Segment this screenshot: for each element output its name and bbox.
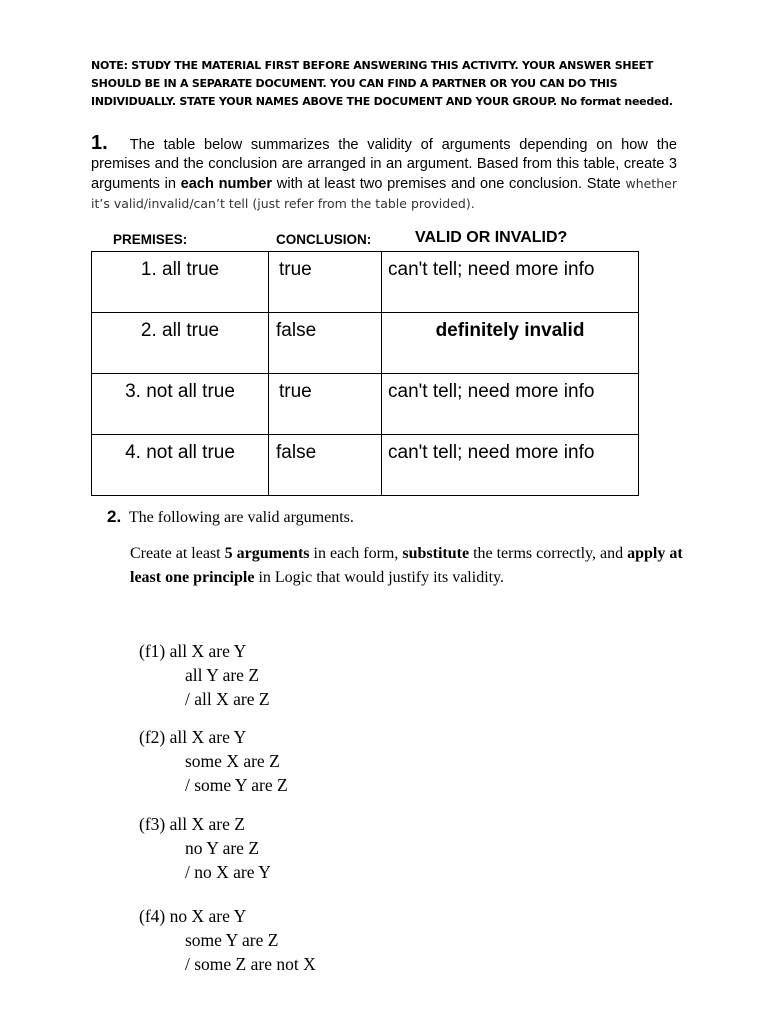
premises-cell: 2. all true (92, 313, 269, 374)
instr-text-c: in each form, (313, 545, 399, 562)
premises-cell: 1. all true (92, 252, 269, 313)
form-line-3: / no X are Y (185, 862, 271, 882)
conclusion-cell: false (269, 435, 382, 496)
validity-cell: can't tell; need more info (382, 435, 639, 496)
form-line-1: (f2) all X are Y (139, 727, 247, 747)
question-2-instructions (130, 542, 690, 590)
question-1-text-a: The table below summarizes the validity of arguments depending on how the premises and the conclusion are arranged in an argument. Based from this table, create 3 arguments in (91, 137, 677, 192)
form-line-2: no Y are Z (185, 838, 260, 858)
question-2-number: 2. (107, 507, 122, 526)
question-2-intro-line (107, 505, 354, 530)
premises-cell: 3. not all true (92, 374, 269, 435)
instr-text-a: Create at least (130, 545, 221, 562)
question-2-intro: The following are valid arguments. (128, 509, 354, 526)
argument-form-f3 (139, 812, 271, 884)
form-line-3: / some Z are not X (185, 954, 316, 974)
validity-cell: definitely invalid (382, 313, 639, 374)
premises-cell: 4. not all true (92, 435, 269, 496)
instr-text-e: in Logic that would justify its validity. (258, 569, 505, 586)
question-1-text-c: whether it’s valid/invalid/can’t tell (just refer from the table provided). (91, 176, 677, 211)
table-headers (0, 229, 768, 251)
form-line-2: some Y are Z (185, 930, 279, 950)
form-line-1: (f3) all X are Z (139, 814, 245, 834)
table-row (92, 374, 639, 435)
question-1 (91, 134, 677, 214)
argument-form-f2 (139, 725, 288, 797)
activity-note (91, 57, 691, 111)
question-1-number: 1. (91, 132, 108, 154)
question-1-text-b: with at least two premises and one conclusion. State (276, 176, 621, 192)
form-line-3: / some Y are Z (185, 775, 288, 795)
instr-bold-principle: apply at least one principle (130, 545, 683, 586)
conclusion-cell: true (269, 374, 382, 435)
header-valid-or-invalid: VALID OR INVALID? (415, 229, 568, 246)
validity-cell: can't tell; need more info (382, 374, 639, 435)
form-line-3: / all X are Z (185, 689, 270, 709)
form-line-2: some X are Z (185, 751, 280, 771)
table-row (92, 435, 639, 496)
table-row (92, 252, 639, 313)
note-text: NOTE: STUDY THE MATERIAL FIRST BEFORE ANSWERING THIS ACTIVITY. YOUR ANSWER SHEET SHOULD BE IN A SEPARATE DOCUMENT. YOU CAN FIND A PARTNER OR YOU CAN DO THIS INDIVIDUALLY. STATE YOUR NAMES ABOVE THE DOCUMENT AND YOUR GROUP. (91, 59, 654, 108)
argument-form-f4 (139, 904, 316, 976)
question-1-bold-phrase: each number (180, 176, 273, 192)
argument-form-f1 (139, 639, 270, 711)
form-line-1: (f1) all X are Y (139, 641, 247, 661)
form-line-2: all Y are Z (185, 665, 260, 685)
table-row (92, 313, 639, 374)
question-2 (107, 505, 354, 530)
instr-bold-arguments: 5 arguments (224, 545, 310, 562)
form-line-1: (f4) no X are Y (139, 906, 247, 926)
instr-text-d: the terms correctly, and (473, 545, 624, 562)
note-tail: No format needed. (560, 95, 673, 108)
conclusion-cell: true (269, 252, 382, 313)
header-conclusion: CONCLUSION: (276, 232, 372, 247)
conclusion-cell: false (269, 313, 382, 374)
validity-cell: can't tell; need more info (382, 252, 639, 313)
header-premises: PREMISES: (113, 232, 188, 247)
instr-bold-substitute: substitute (402, 545, 470, 562)
validity-table (91, 251, 639, 496)
